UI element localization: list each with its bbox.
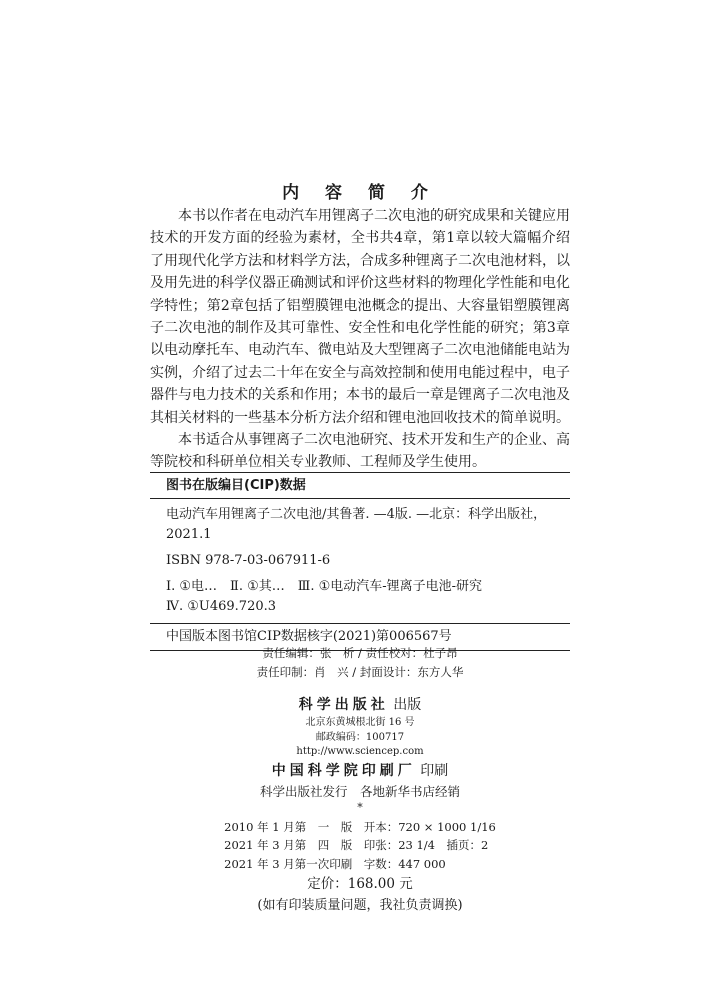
imprint [0,694,720,917]
publisher-address: 北京东黄城根北街 16 号 [305,717,415,728]
publisher-line [0,694,720,716]
cip-classification-2: Ⅳ. ①U469.720.3 [166,599,277,614]
edition-info [224,818,496,874]
credits-line-1: 责任编辑：张 析 / 责任校对：杜子昂 [262,646,458,660]
cip-title-line-2: 2021.1 [166,527,212,542]
credits-line-2: 责任印制：肖 兴 / 封面设计：东方人华 [256,665,464,679]
publisher-suffix: 出版 [393,697,422,713]
separator-star: * [357,800,363,814]
cip-record: 中国版本图书馆CIP数据核字(2021)第006567号 [166,629,452,644]
edition-line-3: 2021 年 3 月第一次印刷 字数：447 000 [224,856,446,871]
cip-block [150,472,570,651]
credits [0,644,720,682]
publisher-name: 科学出版社 [298,697,389,713]
printer-name: 中国科学院印刷厂 [271,762,416,779]
cip-title-line-1: 电动汽车用锂离子二次电池/其鲁著. —4版. —北京：科学出版社， [166,507,547,522]
price: 定价：168.00 元 [307,876,413,892]
edition-line-2: 2021 年 3 月第 四 版 印张：23 1/4 插页：2 [224,838,489,852]
publisher-website: http://www.sciencep.com [296,746,424,757]
distribution: 科学出版社发行 各地新华书店经销 [259,783,460,799]
printer-line [0,760,720,782]
edition-line-1: 2010 年 1 月第 一 版 开本：720 × 1000 1/16 [224,819,496,834]
abstract-paragraph-1: 本书以作者在电动汽车用锂离子二次电池的研究成果和关键应用技术的开发方面的经验为素材，全书共4章，第1章以较大篇幅介绍了用现代化学方法和材料学方法，合成多种锂离子二次电池材料，以及用先进的科学仪器正确测试和评价这些材料的物理化学性能和电化学特性；第2章包括了铝塑膜锂电池概念的提出、大容量铝塑膜锂离子二次电池的制作及其可靠性、安全性和电化学性能的研究；第3章以电动摩托车、电动汽车、微电站及大型锂离子二次电池储能电站为实例，介绍了过去二十年在安全与高效控制和使用电能过程中，电子器件与电力技术的关系和作用；本书的最后一章是锂离子二次电池及其相关材料的一些基本分析方法介绍和锂电池回收技术的简单说明。 [150,208,570,426]
cip-classification-1: Ⅰ. ①电… Ⅱ. ①其… Ⅲ. ①电动汽车-锂离子电池-研究 [166,579,483,594]
abstract-paragraph-2: 本书适合从事锂离子二次电池研究、技术开发和生产的企业、高等院校和科研单位相关专业教师、工程师及学生使用。 [150,432,570,471]
cip-body [150,499,570,623]
publisher-postcode: 邮政编码：100717 [315,731,405,743]
cip-heading: 图书在版编目(CIP)数据 [166,478,306,493]
printer-suffix: 印刷 [420,762,449,779]
cip-isbn: ISBN 978-7-03-067911-6 [166,553,331,568]
page-title: 内 容 简 介 [282,183,438,203]
abstract [150,205,570,474]
quality-note: (如有印装质量问题，我社负责调换) [257,898,463,913]
